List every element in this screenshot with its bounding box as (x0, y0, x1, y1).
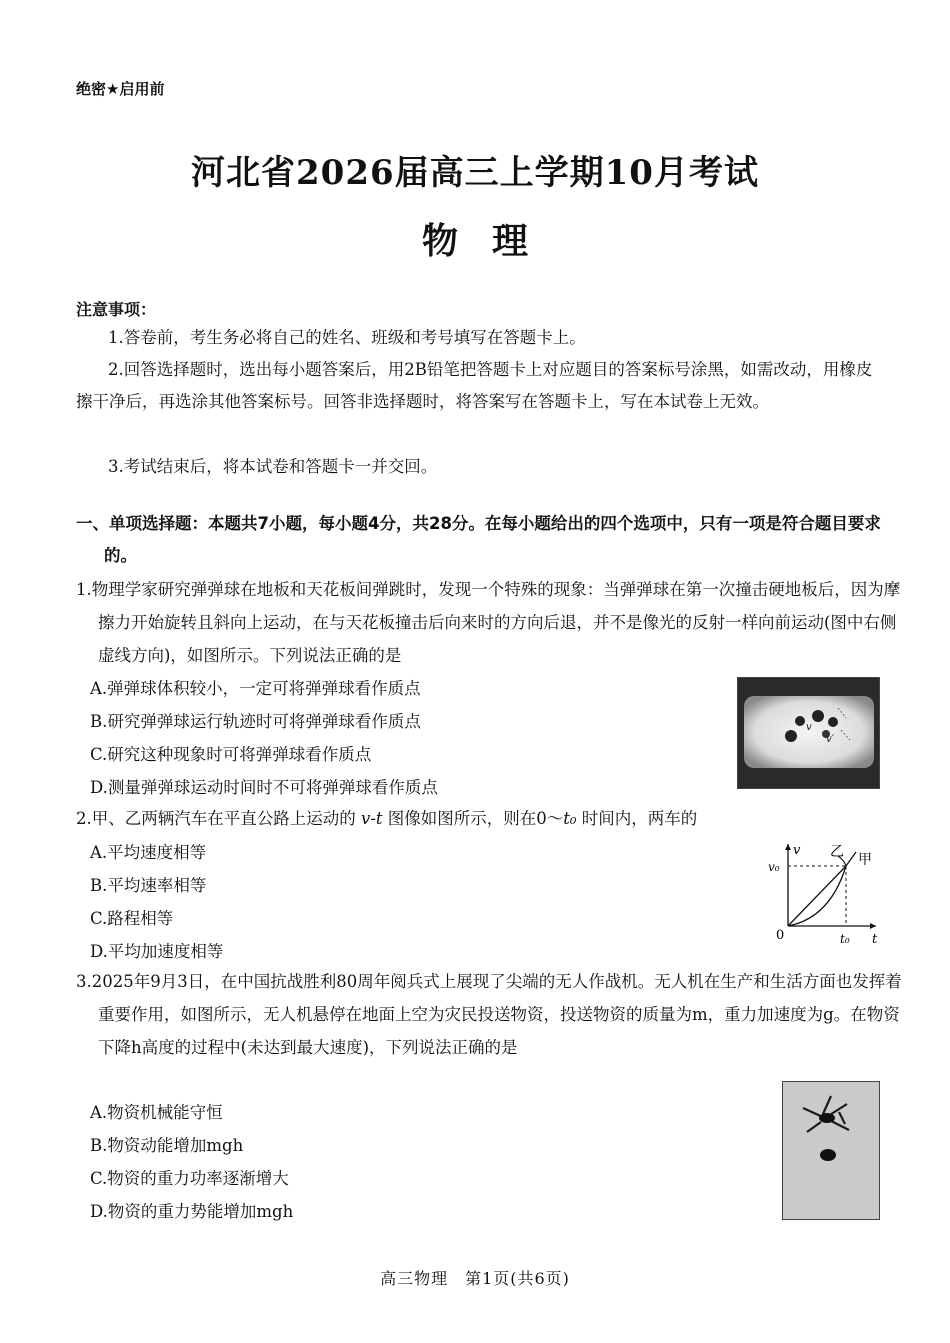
question-2-option-d: D.平均加速度相等 (90, 942, 224, 961)
question-3-option-a: A.物资机械能守恒 (90, 1103, 223, 1122)
notice-item-3: 3.考试结束后，将本试卷和答题卡一并交回。 (108, 457, 438, 476)
line-jia (788, 866, 846, 926)
exam-title: 河北省2026届高三上学期10月考试 (191, 153, 759, 193)
question-2-option-c: C.路程相等 (90, 909, 174, 928)
question-2-option-a: A.平均速度相等 (90, 843, 207, 862)
velocity-label-v: v (806, 722, 812, 733)
t0-label: t₀ (840, 932, 850, 946)
question-2-stem-a: 2.甲、乙两辆汽车在平直公路上运动的 (76, 809, 356, 828)
question-2-stem-c: 时间内，两车的 (581, 809, 698, 828)
v0-label: v₀ (768, 860, 780, 874)
subject-title: 物理 (421, 220, 562, 262)
ball-mark (785, 730, 797, 742)
question-1-option-d: D.测量弹弹球运动时间时不可将弹弹球看作质点 (90, 778, 438, 797)
label-jia: 甲 (858, 852, 872, 868)
question-2-stem (76, 802, 908, 835)
velocity-label-vprime: v′ (826, 734, 834, 745)
question-1-stem: 1.物理学家研究弹弹球在地板和天花板间弹跳时，发现一个特殊的现象：当弹弹球在第一次撞击硬地板后，因为摩擦力开始旋转且斜向上运动，在与天花板撞击后向来时的方向后退，并不是像光的反射一样向前运动(图中右侧虚线方向)，如图所示。下列说法正确的是 (76, 580, 901, 665)
question-3-stem: 3.2025年9月3日，在中国抗战胜利80周年阅兵式上展现了尖端的无人作战机。无人机在生产和生活方面也发挥着重要作用，如图所示，无人机悬停在地面上空为灾民投送物资，投送物资的质量为m，重力加速度为g。在物资下降h高度的过程中(未达到最大速度)，下列说法正确的是 (76, 972, 902, 1057)
v-axis-label: v (793, 843, 801, 858)
ball-mark (812, 710, 824, 722)
section-heading: 一、单项选择题：本题共7小题，每小题4分，共28分。在每小题给出的四个选项中，只有一项是符合题目要求的。 (76, 514, 881, 565)
question-1-option-a: A.弹弹球体积较小，一定可将弹弹球看作质点 (90, 679, 421, 698)
ball-mark (795, 716, 805, 726)
drone-photo (782, 1081, 880, 1220)
question-2-vt: v-t (361, 809, 383, 828)
package-icon (820, 1149, 836, 1161)
notice-item-2: 2.回答选择题时，选出每小题答案后，用2B铅笔把答题卡上对应题目的答案标号涂黑，如需改动，用橡皮擦干净后，再选涂其他答案标号。回答非选择题时，将答案写在答题卡上，写在本试卷上无效。 (76, 360, 873, 411)
question-1-option-b: B.研究弹弹球运行轨迹时可将弹弹球看作质点 (90, 712, 421, 731)
label-yi: 乙 (830, 844, 844, 860)
t-axis-label: t (872, 932, 878, 947)
question-3-option-b: B.物资动能增加mgh (90, 1136, 244, 1155)
question-3-option-d: D.物资的重力势能增加mgh (90, 1202, 294, 1221)
question-1-option-c: C.研究这种现象时可将弹弹球看作质点 (90, 745, 372, 764)
notice-heading: 注意事项： (76, 300, 157, 319)
question-2-option-b: B.平均速率相等 (90, 876, 207, 895)
page-footer: 高三物理 第1页(共6页) (380, 1269, 570, 1288)
notice-item-1: 1.答卷前，考生务必将自己的姓名、班级和考号填写在答题卡上。 (108, 328, 586, 347)
question-3-option-c: C.物资的重力功率逐渐增大 (90, 1169, 289, 1188)
ball-mark (828, 717, 838, 727)
vt-graph (760, 838, 882, 950)
bouncing-ball-photo (737, 677, 880, 789)
origin-label: 0 (776, 928, 785, 943)
question-2-t0: t₀ (563, 809, 577, 828)
confidential-mark: 绝密★启用前 (76, 80, 165, 98)
question-2-stem-b: 图像如图所示，则在0～ (387, 809, 564, 828)
